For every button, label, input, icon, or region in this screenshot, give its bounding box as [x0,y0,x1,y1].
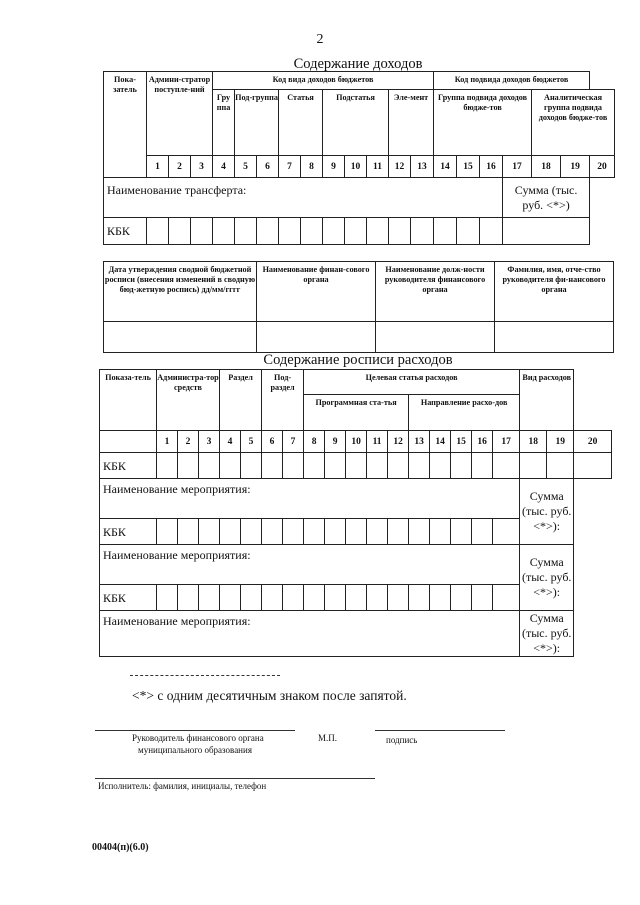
income-hdr-admin: Админи-стратор поступле-ний [147,72,213,156]
income-col-number: 1 [147,156,169,178]
event-name-label: Наименование мероприятия: [100,611,520,657]
income-hdr-subkind-code: Код подвида доходов бюджетов [434,72,590,90]
footnote-divider [130,675,280,676]
kbk-cell[interactable] [283,585,304,611]
event-name-label: Наименование мероприятия: [100,545,520,585]
income-col-number: 3 [191,156,213,178]
kbk-cell[interactable] [262,519,283,545]
kbk-label: КБК [104,218,147,245]
stamp-label: М.П. [318,733,338,743]
kbk-cell[interactable] [367,218,389,245]
kbk-cell[interactable] [472,453,493,479]
income-hdr-kind-code: Код вида доходов бюджетов [213,72,434,90]
income-col-number: 7 [279,156,301,178]
expense-hdr-kind: Вид расходов [520,370,574,431]
income-col-number: 9 [323,156,345,178]
kbk-cell[interactable] [157,453,178,479]
kbk-cell[interactable] [220,585,241,611]
income-hdr-subarticle: Подстатья [323,90,389,156]
income-col-number: 11 [367,156,389,178]
kbk-cell[interactable] [430,519,451,545]
kbk-cell[interactable] [388,519,409,545]
approval-date-value[interactable] [104,322,257,353]
kbk-cell[interactable] [346,585,367,611]
expense-col-number: 4 [220,431,241,453]
kbk-cell[interactable] [493,453,520,479]
expense-col-number: 14 [430,431,451,453]
kbk-cell[interactable] [367,519,388,545]
kbk-cell[interactable] [241,585,262,611]
income-col-number: 5 [235,156,257,178]
expense-hdr-direction: Направление расхо-дов [409,395,520,431]
expense-col-number: 18 [520,431,547,453]
page-number: 2 [316,32,324,47]
kbk-cell[interactable] [199,585,220,611]
kbk-cell[interactable] [178,453,199,479]
kbk-cell[interactable] [367,585,388,611]
income-col-number: 14 [434,156,457,178]
kbk-cell[interactable] [283,453,304,479]
kbk-cell[interactable] [325,519,346,545]
kbk-cell[interactable] [241,453,262,479]
event-sum-label: Сумма (тыс. руб. <*>): [520,479,574,545]
kbk-cell[interactable] [178,519,199,545]
income-hdr-element: Эле-мент [389,90,434,156]
expense-col-number: 20 [574,431,612,453]
approval-head-position-header: Наименование долж-ности руководителя финансового органа [376,262,495,322]
expense-hdr-indicator: Показа-тель [100,370,157,431]
kbk-cell[interactable] [434,218,457,245]
event-sum-label: Сумма (тыс. руб. <*>): [520,545,574,611]
transfer-name-label: Наименование трансферта: [104,178,503,218]
expense-hdr-admin: Администра-тор средств [157,370,220,431]
income-hdr-analytic-group: Аналитическая группа подвида доходов бюдже-тов [532,90,615,156]
kbk-cell[interactable] [157,519,178,545]
kbk-cell[interactable] [451,585,472,611]
expense-col-number: 5 [241,431,262,453]
kbk-cell[interactable] [262,453,283,479]
kbk-cell[interactable] [157,585,178,611]
kbk-cell[interactable] [199,453,220,479]
kbk-cell[interactable] [235,218,257,245]
kbk-cell[interactable] [191,218,213,245]
kbk-cell[interactable] [304,585,325,611]
approval-head-name-header: Фамилия, имя, отче-ство руководителя фи-нансового органа [495,262,614,322]
kbk-label: КБК [100,519,157,545]
income-hdr-subgroup: Под-группа [235,90,279,156]
kbk-cell[interactable] [409,585,430,611]
kbk-cell[interactable] [283,519,304,545]
kbk-cell[interactable] [304,519,325,545]
expense-title: Содержание росписи расходов [263,352,453,368]
executor-label: Исполнитель: фамилия, инициалы, телефон [98,781,267,791]
expense-col-number: 9 [325,431,346,453]
kbk-cell[interactable] [367,453,388,479]
kbk-cell[interactable] [169,218,191,245]
sign-label: подпись [386,735,418,745]
income-col-number: 20 [590,156,615,178]
transfer-sum-value[interactable] [503,218,590,245]
kbk-cell[interactable] [323,218,345,245]
kbk-cell[interactable] [213,218,235,245]
kbk-cell[interactable] [574,453,612,479]
income-hdr-article: Статья [279,90,323,156]
expense-col-number: 8 [304,431,325,453]
kbk-cell[interactable] [520,453,547,479]
expense-hdr-target: Целевая статья расходов [304,370,520,395]
expense-col-number: 11 [367,431,388,453]
expense-col-number: 3 [199,431,220,453]
kbk-cell[interactable] [257,218,279,245]
income-col-number: 18 [532,156,561,178]
approval-head-position-value[interactable] [376,322,495,353]
income-title: Содержание доходов [293,56,423,72]
income-col-number: 2 [169,156,191,178]
expense-hdr-program: Программная ста-тья [304,395,409,431]
income-hdr-subkind-group: Группа подвида доходов бюдже-тов [434,90,532,156]
kbk-cell[interactable] [451,453,472,479]
kbk-cell[interactable] [451,519,472,545]
expense-hdr-subsection: Под-раздел [262,370,304,431]
approval-table [103,261,614,353]
income-col-number: 13 [411,156,434,178]
income-col-number: 12 [389,156,411,178]
kbk-cell[interactable] [430,585,451,611]
approval-date-header: Дата утверждения сводной бюджетной росписи (внесения изменений в сводную бюд-жетную роспись) дд/мм/гггг [104,262,257,322]
kbk-cell[interactable] [220,519,241,545]
kbk-cell[interactable] [388,453,409,479]
kbk-cell[interactable] [547,453,574,479]
kbk-cell[interactable] [199,519,220,545]
expense-col-number: 12 [388,431,409,453]
expense-col-number: 7 [283,431,304,453]
income-col-number: 15 [457,156,480,178]
income-col-number: 4 [213,156,235,178]
income-hdr-group: Гру ппа [213,90,235,156]
expense-col-number: 2 [178,431,199,453]
footnote-text: <*> с одним десятичным знаком после запятой. [132,688,407,703]
kbk-cell[interactable] [346,453,367,479]
head-title-line2: муниципального образования [138,745,252,755]
sign-line [375,730,505,731]
kbk-cell[interactable] [178,585,199,611]
event-name-label: Наименование мероприятия: [100,479,520,519]
expense-col-number: 1 [157,431,178,453]
kbk-cell[interactable] [409,519,430,545]
income-col-number: 10 [345,156,367,178]
kbk-cell[interactable] [304,453,325,479]
form-code: 00404(п)(6.0) [92,842,149,853]
income-hdr-indicator: Пока-затель [104,72,147,178]
income-table [103,71,615,245]
expense-col-number: 19 [547,431,574,453]
approval-finance-body-value[interactable] [257,322,376,353]
kbk-cell[interactable] [480,218,503,245]
kbk-cell[interactable] [241,519,262,545]
income-kbk-row [104,218,615,245]
kbk-cell[interactable] [147,218,169,245]
income-col-number: 8 [301,156,323,178]
expense-kbk-row [100,453,612,479]
kbk-label: КБК [100,585,157,611]
kbk-cell[interactable] [472,585,493,611]
kbk-cell[interactable] [411,218,434,245]
event-sum-label: Сумма (тыс. руб. <*>): [520,611,574,657]
expense-col-number: 10 [346,431,367,453]
executor-line [95,778,375,779]
kbk-cell[interactable] [325,585,346,611]
kbk-cell[interactable] [409,453,430,479]
approval-head-name-value[interactable] [495,322,614,353]
approval-finance-body-header: Наименование финан-сового органа [257,262,376,322]
expense-col-number: 16 [472,431,493,453]
kbk-cell[interactable] [457,218,480,245]
expense-hdr-section: Раздел [220,370,262,431]
expense-col-number: 17 [493,431,520,453]
kbk-cell[interactable] [220,453,241,479]
kbk-label: КБК [100,453,157,479]
expense-col-number: 15 [451,431,472,453]
kbk-cell[interactable] [472,519,493,545]
kbk-cell[interactable] [493,519,520,545]
kbk-cell[interactable] [388,585,409,611]
income-col-number: 17 [503,156,532,178]
kbk-cell[interactable] [262,585,283,611]
kbk-cell[interactable] [279,218,301,245]
income-col-number: 6 [257,156,279,178]
expense-col-number: 13 [409,431,430,453]
head-signature-line [95,730,295,731]
kbk-cell[interactable] [346,519,367,545]
transfer-sum-label: Сумма (тыс. руб. <*>) [503,178,590,218]
income-col-number: 19 [561,156,590,178]
expense-col-number: 6 [262,431,283,453]
kbk-cell[interactable] [345,218,367,245]
kbk-cell[interactable] [430,453,451,479]
kbk-cell[interactable] [389,218,411,245]
head-title-line1: Руководитель финансового органа [132,733,264,743]
kbk-cell[interactable] [493,585,520,611]
income-col-number: 16 [480,156,503,178]
kbk-cell[interactable] [301,218,323,245]
expense-table [99,369,612,657]
kbk-cell[interactable] [325,453,346,479]
